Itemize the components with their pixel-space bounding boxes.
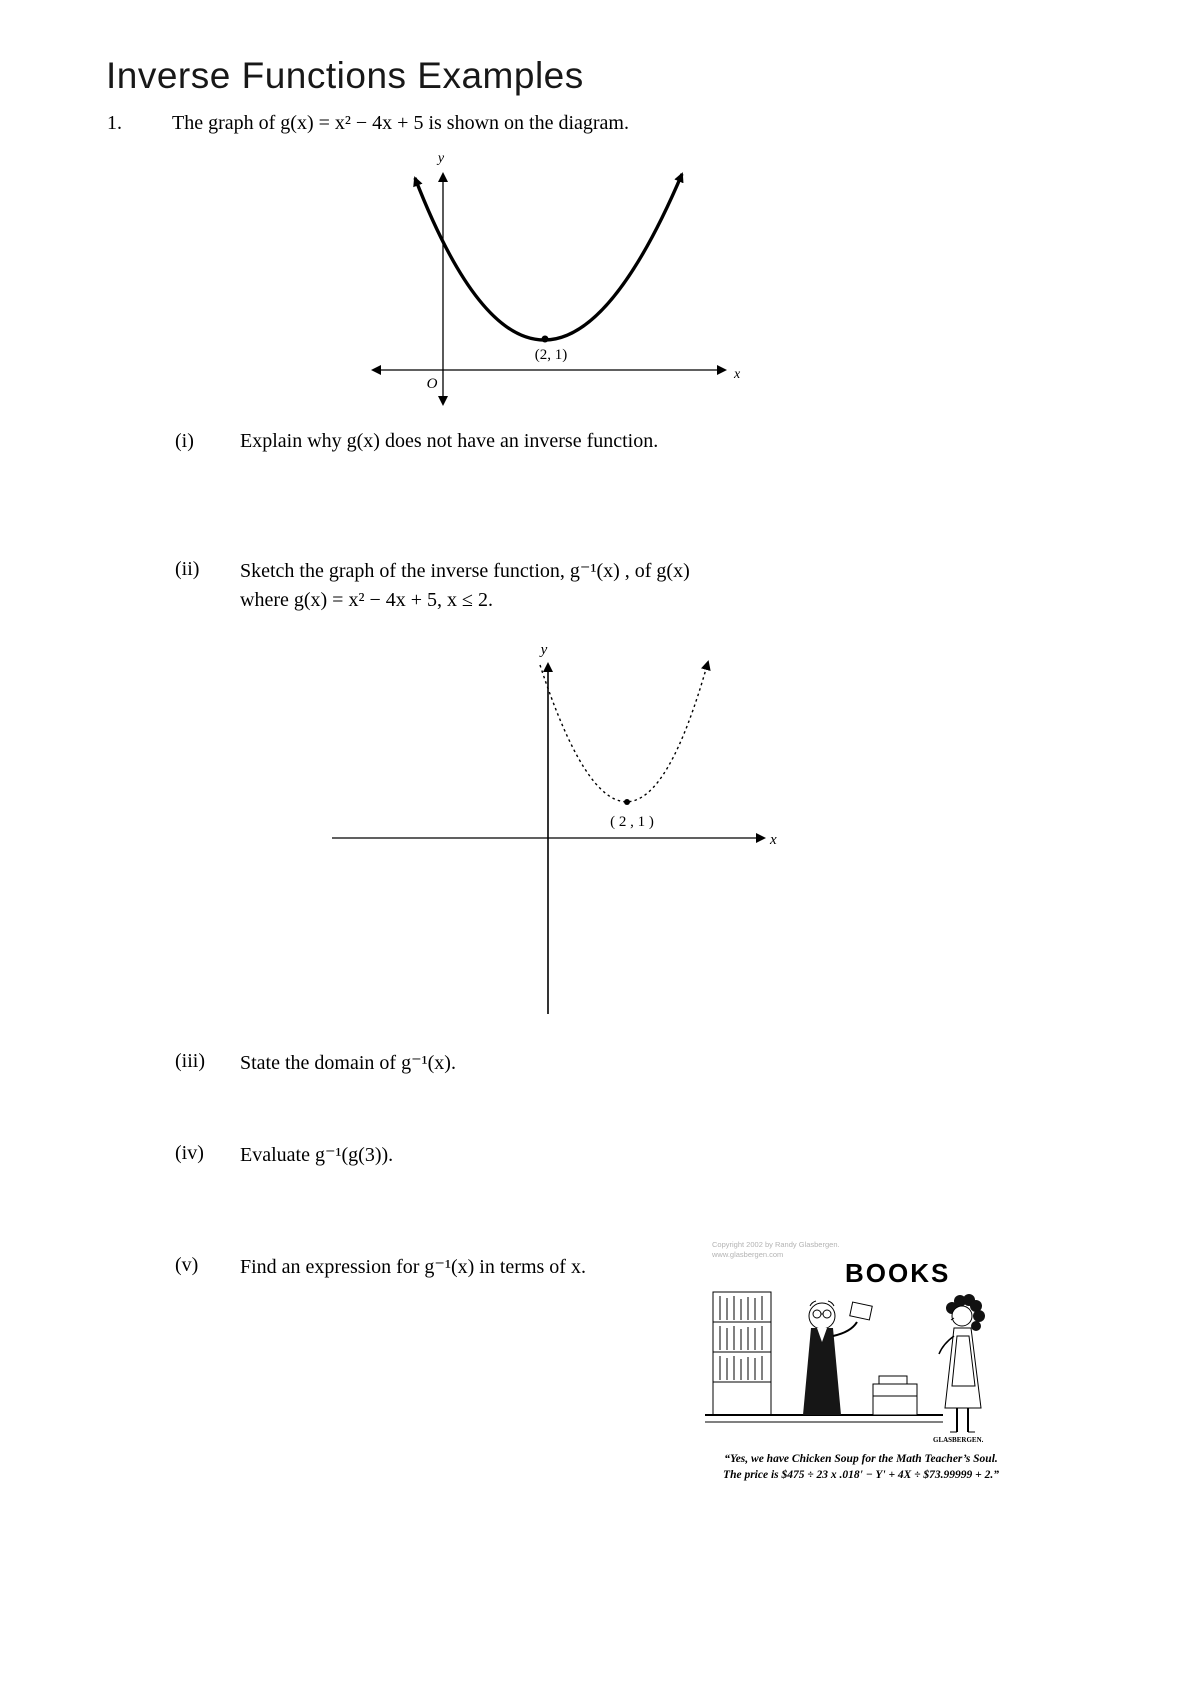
copyright-line2: www.glasbergen.com xyxy=(712,1250,784,1260)
books-sign: BOOKS xyxy=(845,1258,951,1288)
part-i-text: Explain why g(x) does not have an inverse function. xyxy=(240,430,659,452)
caption-line2: The price is $475 ÷ 23 x .018' − Y' + 4X ÷ $73.99999 + 2.” xyxy=(723,1468,999,1481)
y-axis-label: y xyxy=(437,151,445,166)
x-axis-label: x xyxy=(734,367,741,382)
clerk-figure xyxy=(803,1301,872,1415)
question-number: 1. xyxy=(107,112,122,134)
part-v-text: Find an expression for g⁻¹(x) in terms of x. xyxy=(240,1256,586,1278)
graph-inverse-sketch xyxy=(318,642,796,1020)
question-intro: The graph of g(x) = x² − 4x + 5 is shown on the diagram. xyxy=(172,112,629,134)
page-title: Inverse Functions Examples xyxy=(106,55,584,96)
part-ii-text-line1: Sketch the graph of the inverse function, g⁻¹(x) , of g(x) xyxy=(240,560,690,582)
vertex-label: (2, 1) xyxy=(534,347,568,363)
dotted-parabola-curve xyxy=(540,662,708,802)
bookshelf-icon xyxy=(713,1292,771,1415)
counter xyxy=(705,1415,943,1422)
part-iv-label: (iv) xyxy=(175,1142,204,1164)
part-iii-text: State the domain of g⁻¹(x). xyxy=(240,1052,456,1074)
cash-register-icon xyxy=(873,1376,917,1415)
part-iv-text: Evaluate g⁻¹(g(3)). xyxy=(240,1144,394,1166)
origin-label: O xyxy=(426,376,438,392)
cartoon-caption xyxy=(700,1452,1022,1483)
copyright-line1: Copyright 2002 by Randy Glasbergen. xyxy=(712,1240,840,1249)
part-iii-label: (iii) xyxy=(175,1050,205,1072)
artist-signature: GLASBERGEN. xyxy=(933,1436,984,1444)
part-i-label: (i) xyxy=(175,430,194,452)
caption-line1: “Yes, we have Chicken Soup for the Math Teacher’s Soul. xyxy=(724,1453,998,1465)
parabola-curve xyxy=(415,174,682,340)
part-v-label: (v) xyxy=(175,1254,199,1276)
graph-parabola xyxy=(355,148,745,420)
vertex-point xyxy=(542,336,549,343)
part-ii-label: (ii) xyxy=(175,558,200,580)
y-axis-label: y xyxy=(540,642,548,658)
part-ii-text-line2: where g(x) = x² − 4x + 5, x ≤ 2. xyxy=(240,589,493,611)
x-axis-label: x xyxy=(770,832,777,848)
vertex-point xyxy=(624,799,630,805)
cartoon-illustration xyxy=(705,1236,1017,1448)
vertex-label: ( 2 , 1 ) xyxy=(610,814,654,830)
customer-figure xyxy=(939,1294,985,1432)
